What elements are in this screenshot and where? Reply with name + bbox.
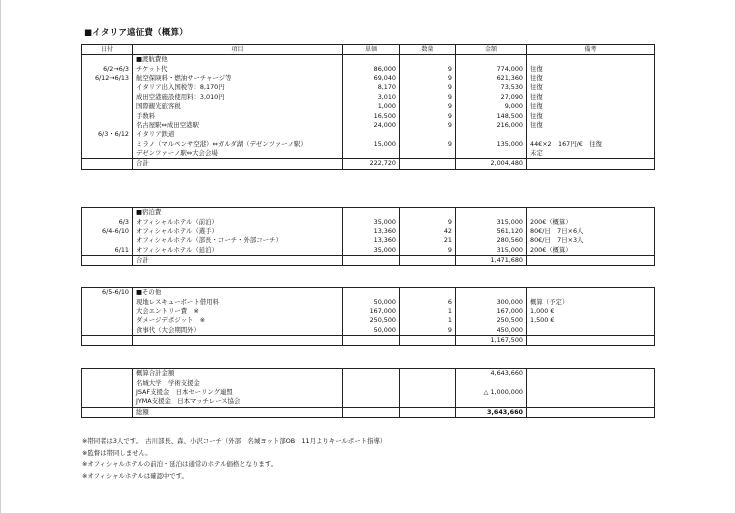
row-amount: 148,500 xyxy=(456,111,527,120)
row-date xyxy=(82,255,133,265)
row-amount: 280,560 xyxy=(456,236,527,245)
total-quantity xyxy=(400,159,456,169)
row-date xyxy=(82,335,133,345)
row-quantity: 9 xyxy=(400,74,456,83)
row-unit-price: 15,000 xyxy=(343,140,400,149)
row-remarks: 往復 xyxy=(527,102,655,111)
row-date xyxy=(82,93,133,102)
row-date xyxy=(82,378,133,387)
header-remarks: 備考 xyxy=(527,45,655,55)
row-item: イタリア鉄道 xyxy=(133,130,343,139)
total-remarks xyxy=(527,159,655,169)
row-date xyxy=(82,159,133,169)
document-title: ■イタリア遠征費（概算） xyxy=(84,28,188,38)
row-quantity: 42 xyxy=(400,227,456,236)
table-row xyxy=(82,121,655,130)
table-row xyxy=(82,397,655,407)
row-unit-price xyxy=(343,149,400,159)
row-date xyxy=(82,326,133,336)
row-date xyxy=(82,140,133,149)
row-remarks: 往復 xyxy=(527,83,655,92)
row-unit-price xyxy=(343,407,400,417)
row-remarks: 往復 xyxy=(527,74,655,83)
row-item: オフィシャルホテル（延泊） xyxy=(133,246,343,256)
page-left-edge xyxy=(0,0,1,513)
row-remarks: 往復 xyxy=(527,93,655,102)
grand-total-amount: 3,643,660 xyxy=(456,407,527,417)
row-item: ダメージデポジット ※ xyxy=(133,316,343,325)
row-item: オフィシャルホテル（選手） xyxy=(133,227,343,236)
row-quantity: 9 xyxy=(400,64,456,73)
row-item: 概算合計金額 xyxy=(133,369,343,379)
row-remarks: 200€（概算） xyxy=(527,217,655,226)
row-item: ミラノ（マルペンサ空港）⇔ガルダ湖（デゼンツァーノ駅） xyxy=(133,140,343,149)
row-date: 6/12→6/13 xyxy=(82,74,133,83)
row-item: オフィシャルホテル（前泊） xyxy=(133,217,343,226)
row-remarks: 80€/日 7日×3人 xyxy=(527,236,655,245)
row-remarks: 未定 xyxy=(527,149,655,159)
row-unit-price: 24,000 xyxy=(343,121,400,130)
table-header-row xyxy=(82,45,655,55)
row-unit-price: 250,500 xyxy=(343,316,400,325)
row-date xyxy=(82,111,133,120)
total-amount: 1,167,500 xyxy=(456,335,527,345)
note-line: ※オフィシャルホテルの前泊・延泊は通常のホテル価格となります。 xyxy=(82,460,278,469)
summary-table xyxy=(81,368,655,418)
table-row xyxy=(82,102,655,111)
row-item: 現地レスキューボート借用料 xyxy=(133,297,343,306)
row-remarks: 1,000 € xyxy=(527,307,655,316)
row-item: 国際観光旅客税 xyxy=(133,102,343,111)
row-quantity: 9 xyxy=(400,217,456,226)
table-row xyxy=(82,64,655,73)
row-date xyxy=(82,208,133,218)
row-item: 名城大学 学術支援金 xyxy=(133,378,343,387)
table-row xyxy=(82,288,655,298)
total-remarks xyxy=(527,335,655,345)
total-row xyxy=(82,159,655,169)
row-date: 6/5-6/10 xyxy=(82,288,133,298)
row-item: デゼンツァーノ駅⇔大会会場 xyxy=(133,149,343,159)
row-quantity xyxy=(400,288,456,298)
row-date: 6/2→6/3 xyxy=(82,64,133,73)
header-unit-price: 単価 xyxy=(343,45,400,55)
row-date xyxy=(82,388,133,397)
table-row xyxy=(82,140,655,149)
row-amount: 315,000 xyxy=(456,246,527,256)
row-date xyxy=(82,149,133,159)
row-quantity: 9 xyxy=(400,93,456,102)
row-item: オフィシャルホテル（部長・コーチ・外部コーチ） xyxy=(133,236,343,245)
lodging-cost-table xyxy=(81,207,655,266)
total-amount: 1,471,680 xyxy=(456,255,527,265)
row-unit-price xyxy=(343,288,400,298)
header-amount: 金額 xyxy=(456,45,527,55)
row-quantity xyxy=(400,397,456,407)
row-date xyxy=(82,102,133,111)
row-remarks xyxy=(527,388,655,397)
row-amount: 4,643,660 xyxy=(456,369,527,379)
table-row xyxy=(82,149,655,159)
row-amount xyxy=(456,130,527,139)
total-label xyxy=(133,335,343,345)
row-item: 航空保険料・燃油サーチャージ等 xyxy=(133,74,343,83)
row-quantity: 21 xyxy=(400,236,456,245)
header-date: 日付 xyxy=(82,45,133,55)
header-item: 項目 xyxy=(133,45,343,55)
row-amount xyxy=(456,397,527,407)
row-item: ■渡航費他 xyxy=(133,55,343,65)
table-row xyxy=(82,227,655,236)
note-line: ※監督は帯同しません。 xyxy=(82,448,152,457)
row-quantity: 1 xyxy=(400,316,456,325)
row-remarks: 概算（予定） xyxy=(527,297,655,306)
row-quantity xyxy=(400,55,456,65)
row-unit-price: 35,000 xyxy=(343,246,400,256)
row-date: 6/3 xyxy=(82,217,133,226)
row-date xyxy=(82,397,133,407)
row-quantity: 9 xyxy=(400,83,456,92)
row-amount: 27,090 xyxy=(456,93,527,102)
row-item: 食事代（大会期間外） xyxy=(133,326,343,336)
row-date xyxy=(82,407,133,417)
row-amount: 9,000 xyxy=(456,102,527,111)
row-date xyxy=(82,297,133,306)
row-unit-price xyxy=(343,208,400,218)
row-unit-price: 167,000 xyxy=(343,307,400,316)
row-unit-price xyxy=(343,388,400,397)
table-row xyxy=(82,236,655,245)
row-unit-price: 13,360 xyxy=(343,236,400,245)
row-quantity: 6 xyxy=(400,297,456,306)
row-unit-price xyxy=(343,55,400,65)
row-remarks xyxy=(527,407,655,417)
other-cost-table xyxy=(81,287,655,346)
row-remarks xyxy=(527,288,655,298)
table-row xyxy=(82,74,655,83)
row-item: 手数料 xyxy=(133,111,343,120)
row-amount: 621,360 xyxy=(456,74,527,83)
row-quantity: 1 xyxy=(400,307,456,316)
row-item: JSAF支援金 日本セーリング連盟 xyxy=(133,388,343,397)
total-quantity xyxy=(400,335,456,345)
row-remarks xyxy=(527,326,655,336)
row-date xyxy=(82,369,133,379)
row-item: 名古屋駅⇔成田空港駅 xyxy=(133,121,343,130)
row-quantity: 9 xyxy=(400,246,456,256)
total-unit-price: 222,720 xyxy=(343,159,400,169)
row-item: イタリア出入国税等：8,170円 xyxy=(133,83,343,92)
table-row xyxy=(82,246,655,256)
row-unit-price: 35,000 xyxy=(343,217,400,226)
row-unit-price: 3,010 xyxy=(343,93,400,102)
table-row xyxy=(82,326,655,336)
row-date: 6/4-6/10 xyxy=(82,227,133,236)
row-quantity xyxy=(400,369,456,379)
row-item: 大会エントリー費 ※ xyxy=(133,307,343,316)
row-unit-price: 13,360 xyxy=(343,227,400,236)
row-unit-price xyxy=(343,397,400,407)
row-date xyxy=(82,83,133,92)
total-label: 合計 xyxy=(133,159,343,169)
row-item: JYMA支援金 日本マッチレース協会 xyxy=(133,397,343,407)
row-date: 6/11 xyxy=(82,246,133,256)
grand-total-label: 総額 xyxy=(133,407,343,417)
row-quantity: 9 xyxy=(400,140,456,149)
row-quantity: 9 xyxy=(400,326,456,336)
table-row xyxy=(82,378,655,387)
row-date xyxy=(82,236,133,245)
row-amount: 300,000 xyxy=(456,297,527,306)
row-remarks: 80€/日 7日×6人 xyxy=(527,227,655,236)
row-item: 成田空港施設使用料：3,010円 xyxy=(133,93,343,102)
total-amount: 2,004,480 xyxy=(456,159,527,169)
row-quantity: 9 xyxy=(400,102,456,111)
row-remarks: 往復 xyxy=(527,64,655,73)
row-unit-price xyxy=(343,378,400,387)
row-quantity xyxy=(400,130,456,139)
row-remarks xyxy=(527,55,655,65)
row-amount: 450,000 xyxy=(456,326,527,336)
table-row xyxy=(82,83,655,92)
total-row xyxy=(82,335,655,345)
table-row xyxy=(82,388,655,397)
total-unit-price xyxy=(343,255,400,265)
row-unit-price: 1,000 xyxy=(343,102,400,111)
row-quantity: 9 xyxy=(400,111,456,120)
row-date xyxy=(82,316,133,325)
row-remarks: 1,500 € xyxy=(527,316,655,325)
row-amount xyxy=(456,378,527,387)
notes xyxy=(82,436,386,482)
row-amount: 135,000 xyxy=(456,140,527,149)
row-quantity xyxy=(400,378,456,387)
row-unit-price: 8,170 xyxy=(343,83,400,92)
table-row xyxy=(82,55,655,65)
row-amount: 315,000 xyxy=(456,217,527,226)
table-row xyxy=(82,208,655,218)
row-item: ■宿泊費 xyxy=(133,208,343,218)
row-remarks xyxy=(527,378,655,387)
row-amount xyxy=(456,208,527,218)
note-line: ※帯同者は3人です。 古川部長、森、小沢コーチ（外部 名城ヨット部OB 11月よりキールボート指導） xyxy=(82,437,387,445)
row-unit-price: 50,000 xyxy=(343,326,400,336)
total-unit-price xyxy=(343,335,400,345)
table-row xyxy=(82,369,655,379)
note-line: ※オフィシャルホテルは確認中です。 xyxy=(82,471,188,480)
row-unit-price: 16,500 xyxy=(343,111,400,120)
table-row xyxy=(82,307,655,316)
grand-total-row xyxy=(82,407,655,417)
total-row xyxy=(82,255,655,265)
total-label: 合計 xyxy=(133,255,343,265)
row-amount: 250,500 xyxy=(456,316,527,325)
row-remarks: 200€（概算） xyxy=(527,246,655,256)
row-date xyxy=(82,55,133,65)
row-date xyxy=(82,307,133,316)
travel-cost-table xyxy=(81,44,655,170)
table-row xyxy=(82,297,655,306)
table-row xyxy=(82,217,655,226)
row-remarks: 往復 xyxy=(527,111,655,120)
row-unit-price: 69,040 xyxy=(343,74,400,83)
row-item: ■その他 xyxy=(133,288,343,298)
row-quantity xyxy=(400,388,456,397)
row-quantity xyxy=(400,149,456,159)
row-quantity: 9 xyxy=(400,121,456,130)
row-date: 6/3・6/12 xyxy=(82,130,133,139)
row-quantity xyxy=(400,208,456,218)
row-unit-price: 50,000 xyxy=(343,297,400,306)
row-amount: 73,530 xyxy=(456,83,527,92)
row-unit-price xyxy=(343,369,400,379)
table-row xyxy=(82,93,655,102)
row-amount: 774,000 xyxy=(456,64,527,73)
row-amount xyxy=(456,55,527,65)
row-remarks: 44€×2 167円/€ 往復 xyxy=(527,140,655,149)
row-remarks xyxy=(527,208,655,218)
table-row xyxy=(82,111,655,120)
row-unit-price xyxy=(343,130,400,139)
table-row xyxy=(82,130,655,139)
row-amount xyxy=(456,149,527,159)
row-amount: 561,120 xyxy=(456,227,527,236)
row-amount: 216,000 xyxy=(456,121,527,130)
row-remarks: 往復 xyxy=(527,121,655,130)
row-date xyxy=(82,121,133,130)
table-row xyxy=(82,316,655,325)
row-item: チケット代 xyxy=(133,64,343,73)
header-quantity: 数量 xyxy=(400,45,456,55)
row-quantity xyxy=(400,407,456,417)
row-remarks xyxy=(527,397,655,407)
row-amount: 167,000 xyxy=(456,307,527,316)
row-remarks xyxy=(527,369,655,379)
row-amount: △ 1,000,000 xyxy=(456,388,527,397)
row-remarks xyxy=(527,130,655,139)
row-amount xyxy=(456,288,527,298)
total-remarks xyxy=(527,255,655,265)
row-unit-price: 86,000 xyxy=(343,64,400,73)
total-quantity xyxy=(400,255,456,265)
